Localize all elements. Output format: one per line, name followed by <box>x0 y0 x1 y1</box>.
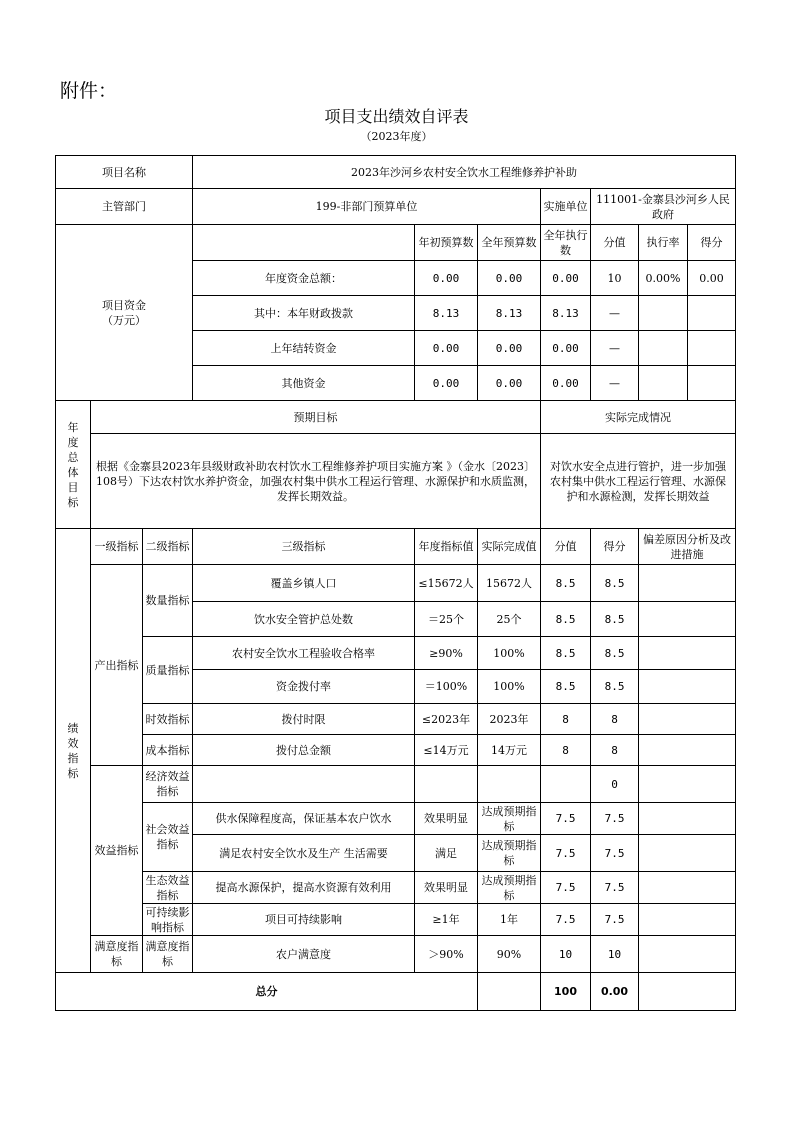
attachment-label: 附件： <box>60 80 118 102</box>
indicator-weight: 7.5 <box>541 835 591 872</box>
funds-row-rate-score <box>639 331 736 366</box>
indicator-score: 8 <box>591 735 639 766</box>
funds-row-exec: 8.13 <box>541 296 591 331</box>
indicator-target: 效果明显 <box>415 872 478 904</box>
indicator-score: 8.5 <box>591 602 639 637</box>
indicator-name <box>193 766 415 803</box>
funds-row-annual: 0.00 <box>478 366 541 401</box>
total-deviation <box>639 973 736 1011</box>
indicator-actual: 100% <box>478 637 541 670</box>
project-name-row <box>56 156 736 189</box>
indicator-actual: 14万元 <box>478 735 541 766</box>
indicator-row <box>56 565 736 602</box>
funds-row-label: 年度资金总额： <box>193 261 415 296</box>
funds-row-rate <box>639 331 688 365</box>
indicator-deviation <box>639 936 736 973</box>
funds-row-weight: — <box>591 366 639 401</box>
indicator-deviation <box>639 835 736 872</box>
dept-row <box>56 189 736 225</box>
indicator-name: 满足农村安全饮水及生产 生活需要 <box>193 835 415 872</box>
indicator-weight: 8.5 <box>541 565 591 602</box>
satisfaction-sub-label: 满意度指标 <box>143 936 193 973</box>
performance-table <box>55 155 736 1011</box>
indicators-side-label <box>56 529 91 973</box>
indicator-row <box>56 872 736 904</box>
funds-label <box>56 225 193 401</box>
year-subtitle: （2023年度） <box>360 130 433 143</box>
indicator-actual: 100% <box>478 670 541 704</box>
funds-row-rate-score <box>639 261 736 296</box>
header-deviation: 偏差原因分析及改进措施 <box>639 529 736 565</box>
indicator-actual <box>478 766 541 803</box>
funds-row-initial: 0.00 <box>415 331 478 366</box>
indicator-score: 0 <box>591 766 639 803</box>
indicator-deviation <box>639 803 736 835</box>
indicators-side-char: 标 <box>67 766 79 780</box>
indicator-header-row <box>56 529 736 565</box>
header-exec-rate: 执行率 <box>639 225 688 260</box>
funds-row-label: 其中：本年财政拨款 <box>193 296 415 331</box>
indicator-name: 农村安全饮水工程验收合格率 <box>193 637 415 670</box>
indicator-actual: 达成预期指标 <box>478 872 541 904</box>
indicator-score: 7.5 <box>591 904 639 936</box>
indicator-deviation <box>639 735 736 766</box>
funds-row-rate-score <box>639 296 736 331</box>
indicator-deviation <box>639 904 736 936</box>
funds-label-line2: （万元） <box>102 313 146 327</box>
social-label: 社会效益指标 <box>143 803 193 872</box>
indicator-score: 8.5 <box>591 670 639 704</box>
indicator-score: 7.5 <box>591 835 639 872</box>
indicator-target <box>415 766 478 803</box>
goals-content-row <box>56 434 736 529</box>
indicator-weight: 8 <box>541 704 591 735</box>
indicator-target: ≤2023年 <box>415 704 478 735</box>
indicator-name: 覆盖乡镇人口 <box>193 565 415 602</box>
funds-row-annual: 0.00 <box>478 261 541 296</box>
indicator-target: ≤14万元 <box>415 735 478 766</box>
indicator-actual: 1年 <box>478 904 541 936</box>
cost-label: 成本指标 <box>143 735 193 766</box>
indicator-name: 拨付时限 <box>193 704 415 735</box>
indicator-row <box>56 904 736 936</box>
funds-row-annual: 8.13 <box>478 296 541 331</box>
indicator-weight: 10 <box>541 936 591 973</box>
indicator-name: 农户满意度 <box>193 936 415 973</box>
indicator-score: 8 <box>591 704 639 735</box>
header-weight: 分值 <box>541 529 591 565</box>
funds-row-exec: 0.00 <box>541 366 591 401</box>
indicator-deviation <box>639 602 736 637</box>
benefit-label: 效益指标 <box>91 766 143 936</box>
header-initial-budget: 年初预算数 <box>415 225 478 261</box>
funds-row-label: 上年结转资金 <box>193 331 415 366</box>
indicator-name: 供水保障程度高，保证基本农户饮水 <box>193 803 415 835</box>
indicator-deviation <box>639 872 736 904</box>
indicator-row <box>56 704 736 735</box>
total-weight: 100 <box>541 973 591 1011</box>
economic-label: 经济效益指标 <box>143 766 193 803</box>
goals-side-char: 目 <box>67 480 79 494</box>
indicator-name: 提高水源保护，提高水资源有效利用 <box>193 872 415 904</box>
indicator-deviation <box>639 670 736 704</box>
indicator-actual: 达成预期指标 <box>478 803 541 835</box>
indicator-actual: 2023年 <box>478 704 541 735</box>
page-title: 项目支出绩效自评表 <box>324 107 469 126</box>
header-score-weight: 分值 <box>591 225 639 261</box>
funds-row-label: 其他资金 <box>193 366 415 401</box>
indicator-score: 8.5 <box>591 637 639 670</box>
indicator-target: ＝100% <box>415 670 478 704</box>
exec-unit-label: 实施单位 <box>541 189 591 225</box>
funds-row-rate: 0.00% <box>639 261 688 295</box>
indicator-target: ＝25个 <box>415 602 478 637</box>
indicator-target: 满足 <box>415 835 478 872</box>
header-annual-budget: 全年预算数 <box>478 225 541 261</box>
funds-row-exec: 0.00 <box>541 331 591 366</box>
indicator-row <box>56 637 736 670</box>
project-name-label: 项目名称 <box>56 156 193 189</box>
indicator-row <box>56 803 736 835</box>
satisfaction-label: 满意度指标 <box>91 936 143 973</box>
header-target: 年度指标值 <box>415 529 478 565</box>
funds-row-score <box>688 296 735 330</box>
funds-row-rate-score <box>639 366 736 401</box>
header-level1: 一级指标 <box>91 529 143 565</box>
quantity-label: 数量指标 <box>143 565 193 637</box>
indicator-row <box>56 766 736 803</box>
total-row <box>56 973 736 1011</box>
goals-side-char: 体 <box>67 465 79 479</box>
indicator-name: 拨付总金额 <box>193 735 415 766</box>
indicator-target: 效果明显 <box>415 803 478 835</box>
header-level2: 二级指标 <box>143 529 193 565</box>
indicator-target: ＞90% <box>415 936 478 973</box>
funds-header-empty <box>193 225 415 261</box>
total-empty <box>478 973 541 1011</box>
indicators-side-char: 绩 <box>67 721 79 735</box>
header-score: 得分 <box>591 529 639 565</box>
indicator-deviation <box>639 766 736 803</box>
exec-unit-value: 111001-金寨县沙河乡人民政府 <box>591 189 736 225</box>
indicator-score: 7.5 <box>591 803 639 835</box>
funds-row-weight: — <box>591 296 639 331</box>
indicator-weight: 8.5 <box>541 670 591 704</box>
indicators-side-char: 效 <box>67 736 79 750</box>
indicator-row <box>56 936 736 973</box>
output-label: 产出指标 <box>91 565 143 766</box>
dept-label: 主管部门 <box>56 189 193 225</box>
header-annual-exec: 全年执行数 <box>541 225 591 261</box>
goals-side-char: 度 <box>67 435 79 449</box>
header-rate-score <box>639 225 736 261</box>
goals-header-row <box>56 401 736 434</box>
indicator-row <box>56 735 736 766</box>
indicator-score: 8.5 <box>591 565 639 602</box>
actual-result-header: 实际完成情况 <box>541 401 736 434</box>
funds-row-weight: 10 <box>591 261 639 296</box>
indicator-weight: 7.5 <box>541 872 591 904</box>
indicator-weight <box>541 766 591 803</box>
eco-label: 生态效益指标 <box>143 872 193 904</box>
indicator-target: ≥90% <box>415 637 478 670</box>
indicator-name: 饮水安全管护总处数 <box>193 602 415 637</box>
funds-row-weight: — <box>591 331 639 366</box>
funds-label-line1: 项目资金 <box>102 298 146 312</box>
goals-side-char: 总 <box>67 450 79 464</box>
indicator-name: 资金拨付率 <box>193 670 415 704</box>
indicator-deviation <box>639 637 736 670</box>
indicator-weight: 8.5 <box>541 602 591 637</box>
header-score: 得分 <box>700 236 723 249</box>
funds-row-score: 0.00 <box>699 271 724 285</box>
actual-result-text: 对饮水安全点进行管护，进一步加强农村集中供水工程运行管理、水源保护和水源检测，发挥长期效益 <box>541 434 736 529</box>
indicator-weight: 8 <box>541 735 591 766</box>
indicator-weight: 7.5 <box>541 803 591 835</box>
funds-row-exec: 0.00 <box>541 261 591 296</box>
indicator-score: 10 <box>591 936 639 973</box>
goals-side-char: 年 <box>67 420 79 434</box>
indicators-side-char: 指 <box>67 751 79 765</box>
indicator-actual: 90% <box>478 936 541 973</box>
indicator-name: 项目可持续影响 <box>193 904 415 936</box>
indicator-deviation <box>639 565 736 602</box>
funds-row-initial: 0.00 <box>415 366 478 401</box>
expected-goal-header: 预期目标 <box>91 401 541 434</box>
header-level3: 三级指标 <box>193 529 415 565</box>
funds-row-rate <box>639 366 688 400</box>
indicator-actual: 达成预期指标 <box>478 835 541 872</box>
quality-label: 质量指标 <box>143 637 193 704</box>
indicator-weight: 7.5 <box>541 904 591 936</box>
indicator-target: ≥1年 <box>415 904 478 936</box>
goals-side-char: 标 <box>67 495 79 509</box>
funds-row-rate <box>639 296 688 330</box>
indicator-score: 7.5 <box>591 872 639 904</box>
header-actual: 实际完成值 <box>478 529 541 565</box>
indicator-weight: 8.5 <box>541 637 591 670</box>
goals-side-label <box>56 401 91 529</box>
indicator-actual: 15672人 <box>478 565 541 602</box>
funds-header-row <box>56 225 736 261</box>
indicator-actual: 25个 <box>478 602 541 637</box>
indicator-target: ≤15672人 <box>415 565 478 602</box>
total-label: 总分 <box>56 973 478 1011</box>
sustain-label: 可持续影响指标 <box>143 904 193 936</box>
project-name-value: 2023年沙河乡农村安全饮水工程维修养护补助 <box>193 156 736 189</box>
dept-value: 199-非部门预算单位 <box>193 189 541 225</box>
total-score: 0.00 <box>591 973 639 1011</box>
funds-row-score <box>688 366 735 400</box>
funds-row-initial: 8.13 <box>415 296 478 331</box>
time-label: 时效指标 <box>143 704 193 735</box>
funds-row-initial: 0.00 <box>415 261 478 296</box>
expected-goal-text: 根据《金寨县2023年县级财政补助农村饮水工程维修养护项目实施方案 》（金水〔2023〕108号）下达农村饮水养护资金，加强农村集中供水工程运行管理、水源保护和水质监测，发挥长期效益。 <box>91 434 541 529</box>
funds-row-annual: 0.00 <box>478 331 541 366</box>
funds-row-score <box>688 331 735 365</box>
indicator-deviation <box>639 704 736 735</box>
